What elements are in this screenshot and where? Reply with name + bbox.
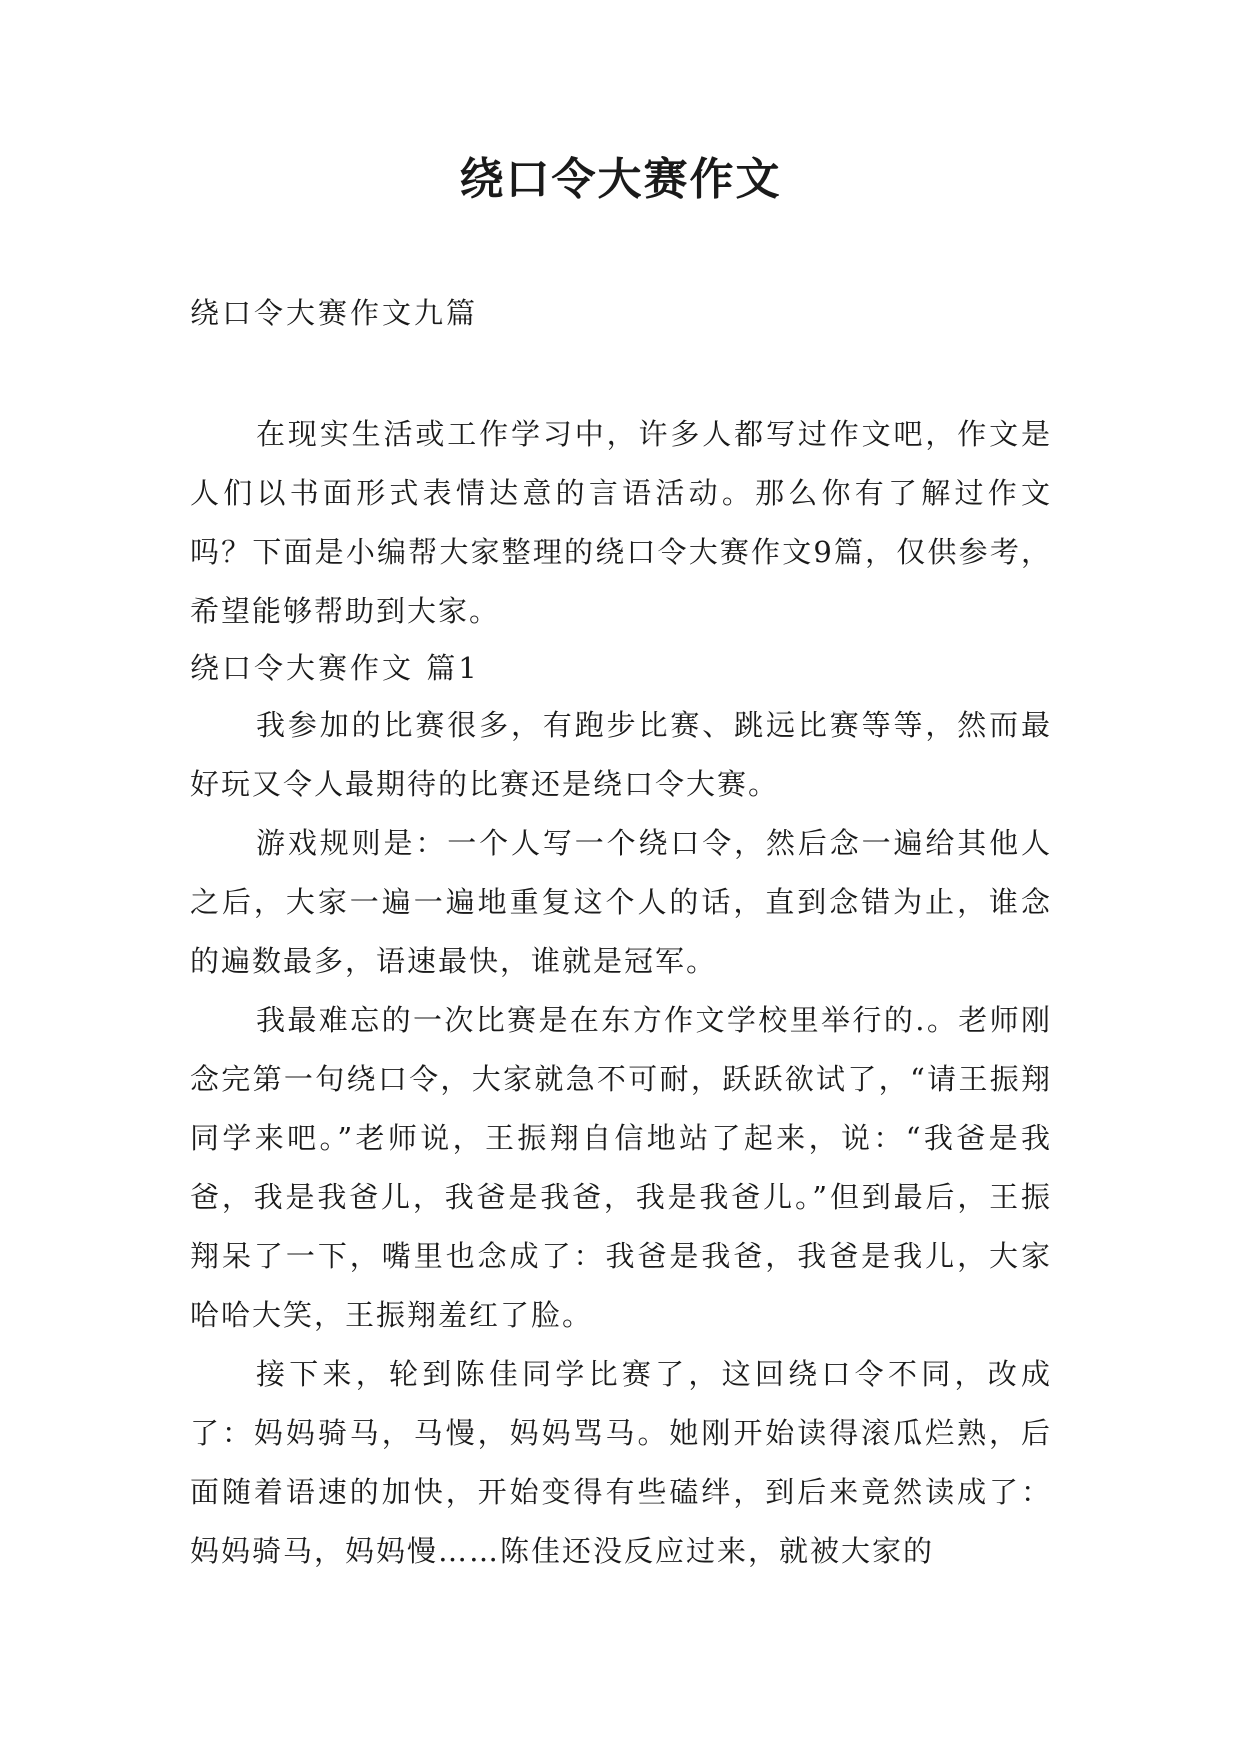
- body-paragraph: 我参加的比赛很多，有跑步比赛、跳远比赛等等，然而最好玩又令人最期待的比赛还是绕口令大赛。: [190, 708, 1052, 801]
- intro-paragraph: 在现实生活或工作学习中，许多人都写过作文吧，作文是人们以书面形式表情达意的言语活动。那么你有了解过作文吗？下面是小编帮大家整理的绕口令大赛作文9篇，仅供参考，希望能够帮助到大家。: [190, 417, 1052, 628]
- section-heading: 绕口令大赛作文 篇1: [190, 651, 480, 685]
- body-paragraph: 我最难忘的一次比赛是在东方作文学校里举行的.。老师刚念完第一句绕口令，大家就急不可耐，跃跃欲试了，“请王振翔同学来吧。”老师说，王振翔自信地站了起来，说：“我爸是我爸，我是我爸儿，我爸是我爸，我是我爸儿。”但到最后，王振翔呆了一下，嘴里也念成了：我爸是我爸，我爸是我儿，大家哈哈大笑，王振翔羞红了脸。: [190, 1003, 1052, 1332]
- body-paragraph: 游戏规则是：一个人写一个绕口令，然后念一遍给其他人之后，大家一遍一遍地重复这个人的话，直到念错为止，谁念的遍数最多，语速最快，谁就是冠军。: [190, 826, 1052, 978]
- document-body: [190, 405, 1052, 1581]
- body-paragraph: 接下来，轮到陈佳同学比赛了，这回绕口令不同，改成了：妈妈骑马，马慢，妈妈骂马。她刚开始读得滚瓜烂熟，后面随着语速的加快，开始变得有些磕绊，到后来竟然读成了：妈妈骑马，妈妈慢……陈佳还没反应过来，就被大家的: [190, 1357, 1052, 1568]
- document-subtitle: 绕口令大赛作文九篇: [190, 296, 479, 330]
- document-title: 绕口令大赛作文: [459, 154, 782, 205]
